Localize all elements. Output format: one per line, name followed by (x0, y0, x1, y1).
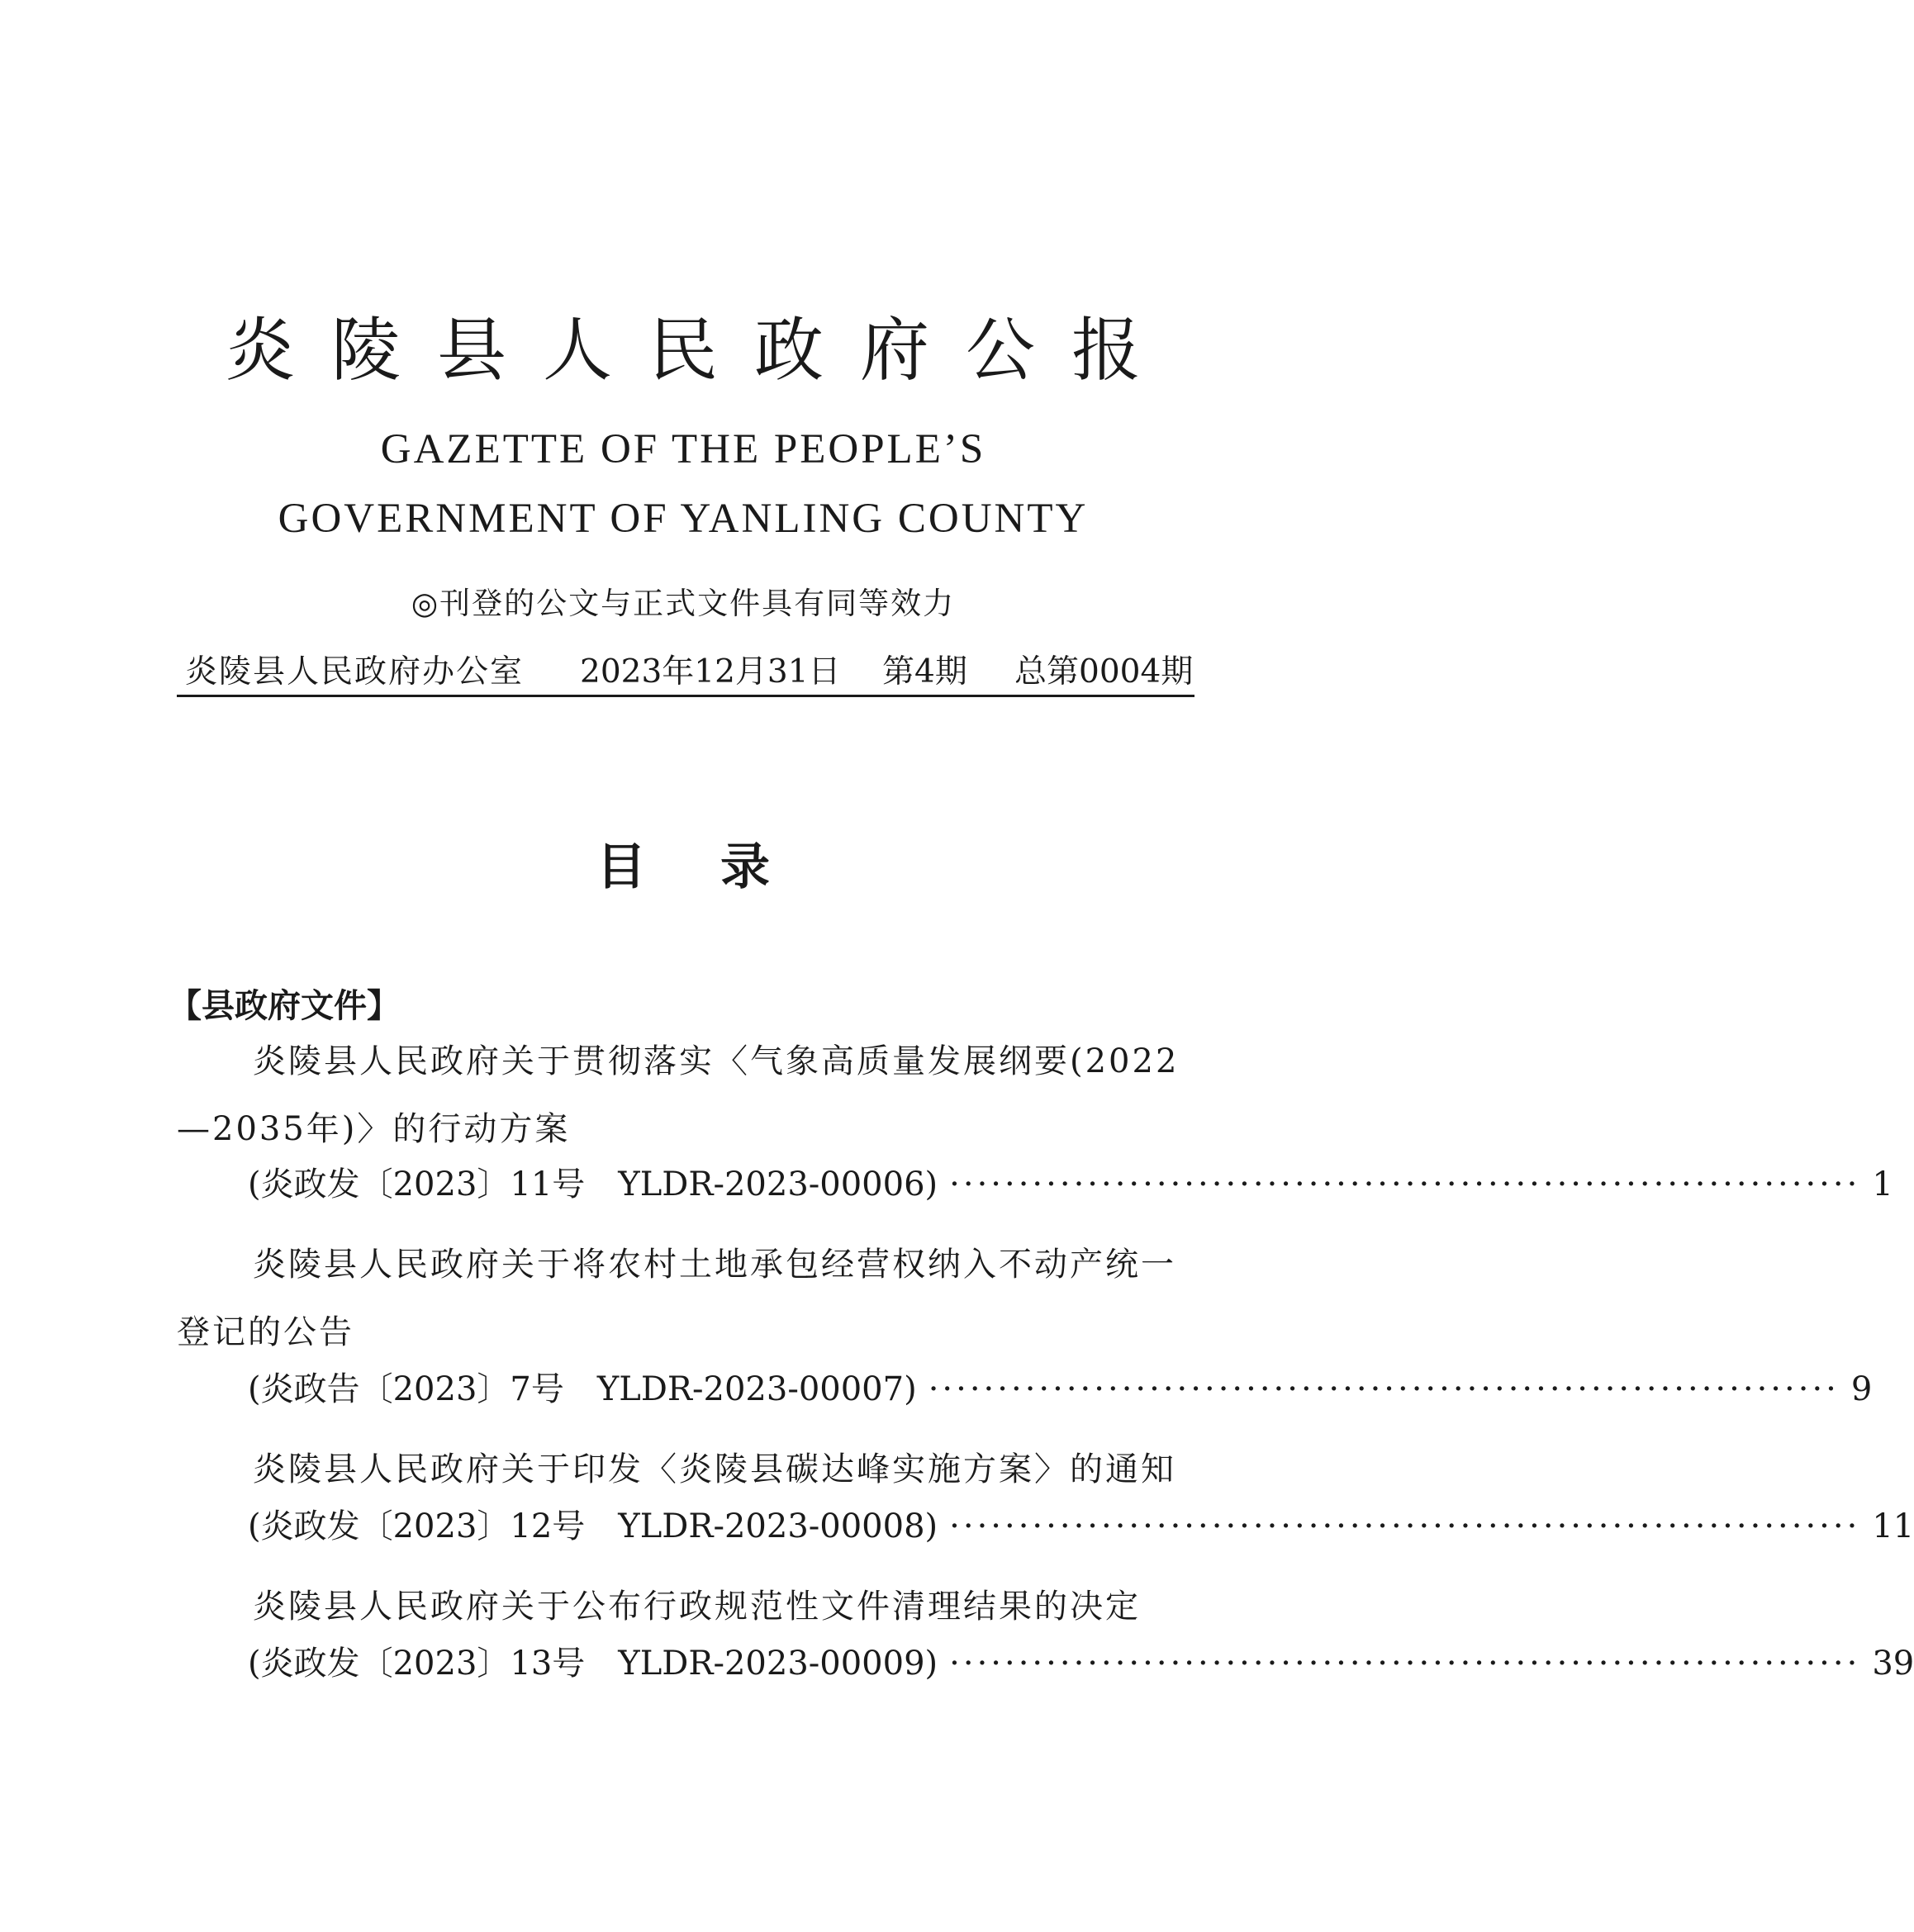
page-number: 9 (1850, 1370, 1873, 1408)
dot-leader: ·································································· (949, 1165, 1861, 1203)
publication-date: 2023年12月31日 (580, 653, 841, 691)
page-number: 1 (1872, 1165, 1893, 1203)
toc-entry-reference[interactable] (248, 1160, 1893, 1209)
document-number: (炎政发〔2023〕13号 YLDR-2023-00009) (248, 1645, 938, 1683)
table-of-contents-heading: 目录 (596, 838, 844, 896)
toc-entry-title[interactable]: 炎陵县人民政府关于印发〈炎陵县碳达峰实施方案〉的通知 (253, 1450, 1176, 1488)
toc-entry-reference[interactable] (248, 1639, 1914, 1688)
section-heading-county-government-documents: 【县政府文件】 (169, 987, 400, 1025)
page-number: 11 (1872, 1507, 1914, 1545)
document-number: (炎政发〔2023〕11号 YLDR-2023-00006) (248, 1165, 938, 1203)
dot-leader: ·································································· (928, 1370, 1840, 1408)
gazette-title-english-line1: GAZETTE OF THE PEOPLE’S (380, 426, 986, 472)
toc-entry-reference[interactable] (248, 1365, 1873, 1414)
toc-entry-reference[interactable] (248, 1502, 1914, 1551)
page-number: 39 (1872, 1645, 1914, 1683)
validity-statement: ◎刊登的公文与正式文件具有同等效力 (411, 586, 956, 621)
toc-entry-title[interactable]: 炎陵县人民政府关于将农村土地承包经营权纳入不动产统一登记的公告 (177, 1246, 1176, 1351)
dot-leader: ·································································· (949, 1645, 1861, 1683)
publication-info-bar (177, 643, 1194, 697)
document-number: (炎政发〔2023〕12号 YLDR-2023-00008) (248, 1507, 938, 1545)
toc-entry-title[interactable]: 炎陵县人民政府关于贯彻落实〈气象高质量发展纲要(2022—2035年)〉的行动方案 (177, 1042, 1180, 1148)
publisher-office: 炎陵县人民政府办公室 (185, 653, 525, 691)
document-number: (炎政告〔2023〕7号 YLDR-2023-00007) (248, 1370, 917, 1408)
toc-entry-title[interactable]: 炎陵县人民政府关于公布行政规范性文件清理结果的决定 (253, 1588, 1141, 1626)
issue-number: 第4期 (882, 653, 967, 691)
total-issue-number: 总第0004期 (1014, 653, 1194, 691)
dot-leader: ·································································· (949, 1507, 1861, 1545)
gazette-title-chinese: 炎陵县人民政府公报 (225, 310, 1177, 391)
gazette-title-english-line2: GOVERNMENT OF YANLING COUNTY (278, 496, 1089, 542)
